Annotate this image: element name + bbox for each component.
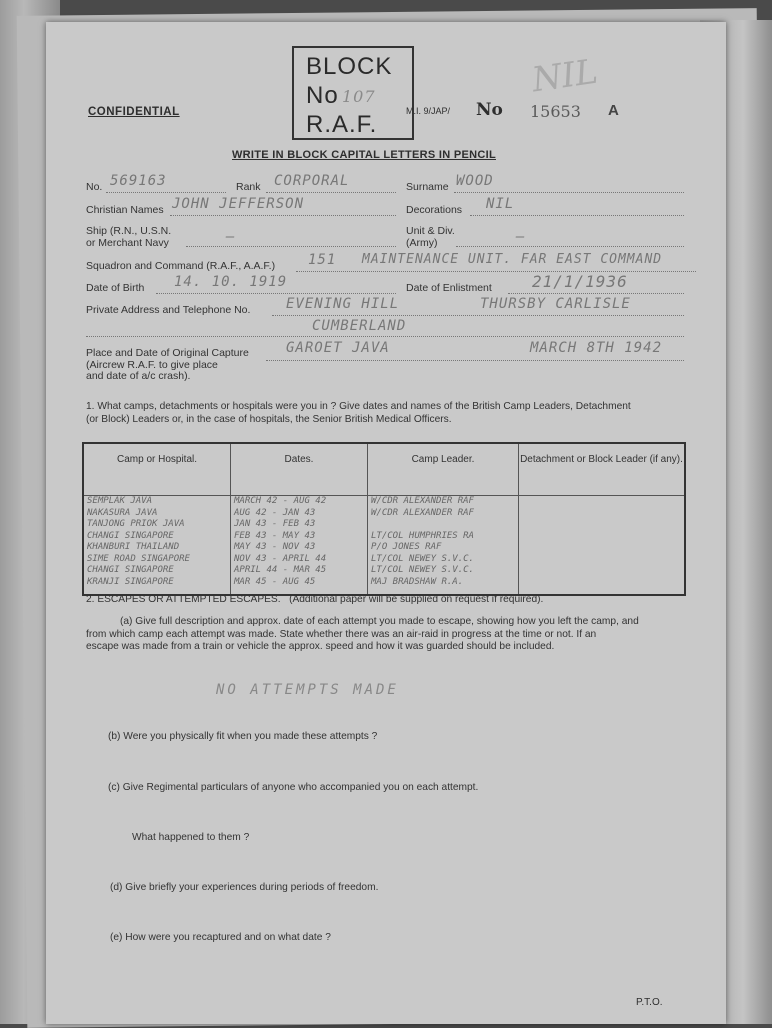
camp-cell: SIME ROAD SINGAPORE [83, 554, 231, 566]
ship-label-line1: Ship (R.N., U.S.N. [86, 225, 172, 237]
reference-prefix: M.I. 9/JAP/ [406, 106, 451, 116]
detachment-cell [519, 531, 686, 543]
capture-label [86, 348, 249, 383]
dates-cell: MAR 45 - AUG 45 [231, 577, 368, 596]
detachment-cell [519, 565, 686, 577]
section2-d: (d) Give briefly your experiences during periods of freedom. [110, 882, 379, 893]
section2-a-text [86, 616, 686, 654]
camp-cell: KRANJI SINGAPORE [83, 577, 231, 596]
stamp-handwritten-number: 107 [342, 87, 376, 106]
address-label: Private Address and Telephone No. [86, 304, 251, 316]
camp-cell: SEMPLAK JAVA [83, 496, 231, 508]
detachment-cell [519, 519, 686, 531]
decorations-label: Decorations [406, 204, 463, 216]
decorations-value: NIL [486, 196, 515, 212]
dates-cell: APRIL 44 - MAR 45 [231, 565, 368, 577]
block-raf-stamp [292, 46, 414, 140]
surname-value: WOOD [456, 173, 494, 189]
ship-label [86, 225, 171, 249]
unit-value: — [516, 229, 526, 245]
detachment-cell [519, 542, 686, 554]
address-value-line2: CUMBERLAND [312, 318, 407, 334]
section2-a-answer: NO ATTEMPTS MADE [216, 682, 399, 698]
capture-label-line3: and date of a/c crash). [86, 370, 191, 382]
leader-cell: LT/COL NEWEY S.V.C. [368, 554, 519, 566]
form-page [46, 22, 726, 1024]
section2-a-line1: (a) Give full description and approx. date of each attempt you made to escape, showing how you left the camp, and [120, 616, 639, 627]
capture-label-line1: Place and Date of Original Capture [86, 347, 249, 359]
confidential-label: CONFIDENTIAL [88, 106, 180, 118]
leader-cell: W/CDR ALEXANDER RAF [368, 496, 519, 508]
dates-cell: JAN 43 - FEB 43 [231, 519, 368, 531]
address-value-line1-b: THURSBY CARLISLE [480, 296, 631, 312]
section2-heading-note: (Additional paper will be supplied on request if required). [289, 594, 544, 605]
squadron-number: 151 [308, 252, 337, 268]
dates-cell: MAY 43 - NOV 43 [231, 542, 368, 554]
enlistment-value: 21/1/1936 [532, 272, 628, 291]
pto-label: P.T.O. [636, 997, 663, 1008]
detachment-cell [519, 496, 686, 508]
section2-c: (c) Give Regimental particulars of anyone who accompanied you on each attempt. [108, 782, 479, 793]
leader-cell: MAJ BRADSHAW R.A. [368, 577, 519, 596]
col-camp-leader: Camp Leader. [368, 443, 519, 496]
no-value: 569163 [110, 173, 167, 189]
unit-label-line2: (Army) [406, 237, 438, 249]
reference-letter: A [608, 102, 619, 119]
capture-place: GAROET JAVA [286, 340, 390, 356]
section2-heading-row [86, 594, 543, 607]
dates-cell: FEB 43 - MAY 43 [231, 531, 368, 543]
col-dates: Dates. [231, 443, 368, 496]
dates-cell: MARCH 42 - AUG 42 [231, 496, 368, 508]
address-value-line1-a: EVENING HILL [286, 296, 400, 312]
rank-label: Rank [236, 181, 261, 193]
detachment-cell [519, 577, 686, 596]
table-row [83, 519, 685, 531]
rank-value: CORPORAL [274, 173, 350, 189]
table-row [83, 577, 685, 596]
stamp-line-no: No [306, 82, 339, 109]
squadron-value: MAINTENANCE UNIT. FAR EAST COMMAND [362, 252, 663, 267]
no-label: No. [86, 181, 103, 193]
leader-cell: P/O JONES RAF [368, 542, 519, 554]
leader-cell: LT/COL NEWEY S.V.C. [368, 565, 519, 577]
detachment-cell [519, 508, 686, 520]
col-detachment-leader: Detachment or Block Leader (if any). [519, 443, 686, 496]
detachment-cell [519, 554, 686, 566]
col-camp: Camp or Hospital. [83, 443, 231, 496]
camp-cell: KHANBURI THAILAND [83, 542, 231, 554]
camp-cell: CHANGI SINGAPORE [83, 531, 231, 543]
squadron-label: Squadron and Command (R.A.F., A.A.F.) [86, 260, 276, 272]
dob-value: 14. 10. 1919 [174, 274, 288, 290]
section1-text-line1: 1. What camps, detachments or hospitals were you in ? Give dates and names of the British Camp Leaders, Detachment [86, 401, 631, 412]
reference-number: 15653 [530, 102, 581, 121]
section2-a-line2: from which camp each attempt was made. State whether there was an air-raid in progress at the time or not. If an [86, 628, 597, 640]
ship-label-line2: or Merchant Navy [86, 237, 169, 249]
capture-label-line2: (Aircrew R.A.F. to give place [86, 358, 218, 371]
ship-value: — [226, 229, 236, 245]
table-row [83, 531, 685, 543]
section2-e: (e) How were you recaptured and on what date ? [110, 932, 331, 943]
section2-heading: 2. ESCAPES OR ATTEMPTED ESCAPES. [86, 594, 281, 605]
camp-cell: CHANGI SINGAPORE [83, 565, 231, 577]
capture-date: MARCH 8TH 1942 [530, 340, 663, 356]
table-row [83, 496, 685, 508]
section2-a-line3: escape was made from a train or vehicle the approx. speed and how it was guarded should be included. [86, 641, 555, 652]
leader-cell: W/CDR ALEXANDER RAF [368, 508, 519, 520]
nil-annotation: NIL [529, 51, 601, 101]
christian-names-label: Christian Names [86, 204, 164, 216]
camp-cell: NAKASURA JAVA [83, 508, 231, 520]
stamp-line-raf: R.A.F. [306, 111, 378, 138]
dob-label: Date of Birth [86, 282, 145, 294]
camps-table [82, 442, 686, 596]
table-row [83, 554, 685, 566]
dates-cell: AUG 42 - JAN 43 [231, 508, 368, 520]
surname-label: Surname [406, 181, 449, 193]
unit-label-line1: Unit & Div. [406, 225, 455, 237]
leader-cell: LT/COL HUMPHRIES RA [368, 531, 519, 543]
section2-c-followup: What happened to them ? [132, 832, 250, 843]
camp-cell: TANJONG PRIOK JAVA [83, 519, 231, 531]
table-row [83, 565, 685, 577]
christian-names-value: JOHN JEFFERSON [172, 196, 305, 212]
table-row [83, 508, 685, 520]
dates-cell: NOV 43 - APRIL 44 [231, 554, 368, 566]
table-row [83, 542, 685, 554]
unit-label [406, 225, 455, 249]
section1-text [86, 401, 631, 426]
instruction-heading: WRITE IN BLOCK CAPITAL LETTERS IN PENCIL [232, 149, 496, 161]
leader-cell [368, 519, 519, 531]
reference-no-mark: No [476, 100, 503, 120]
enlistment-label: Date of Enlistment [406, 282, 492, 294]
section2-b: (b) Were you physically fit when you made these attempts ? [108, 731, 378, 742]
section1-text-line2: (or Block) Leaders or, in the case of hospitals, the Senior British Medical Officers. [86, 413, 452, 425]
stamp-line-block: BLOCK [306, 53, 393, 80]
